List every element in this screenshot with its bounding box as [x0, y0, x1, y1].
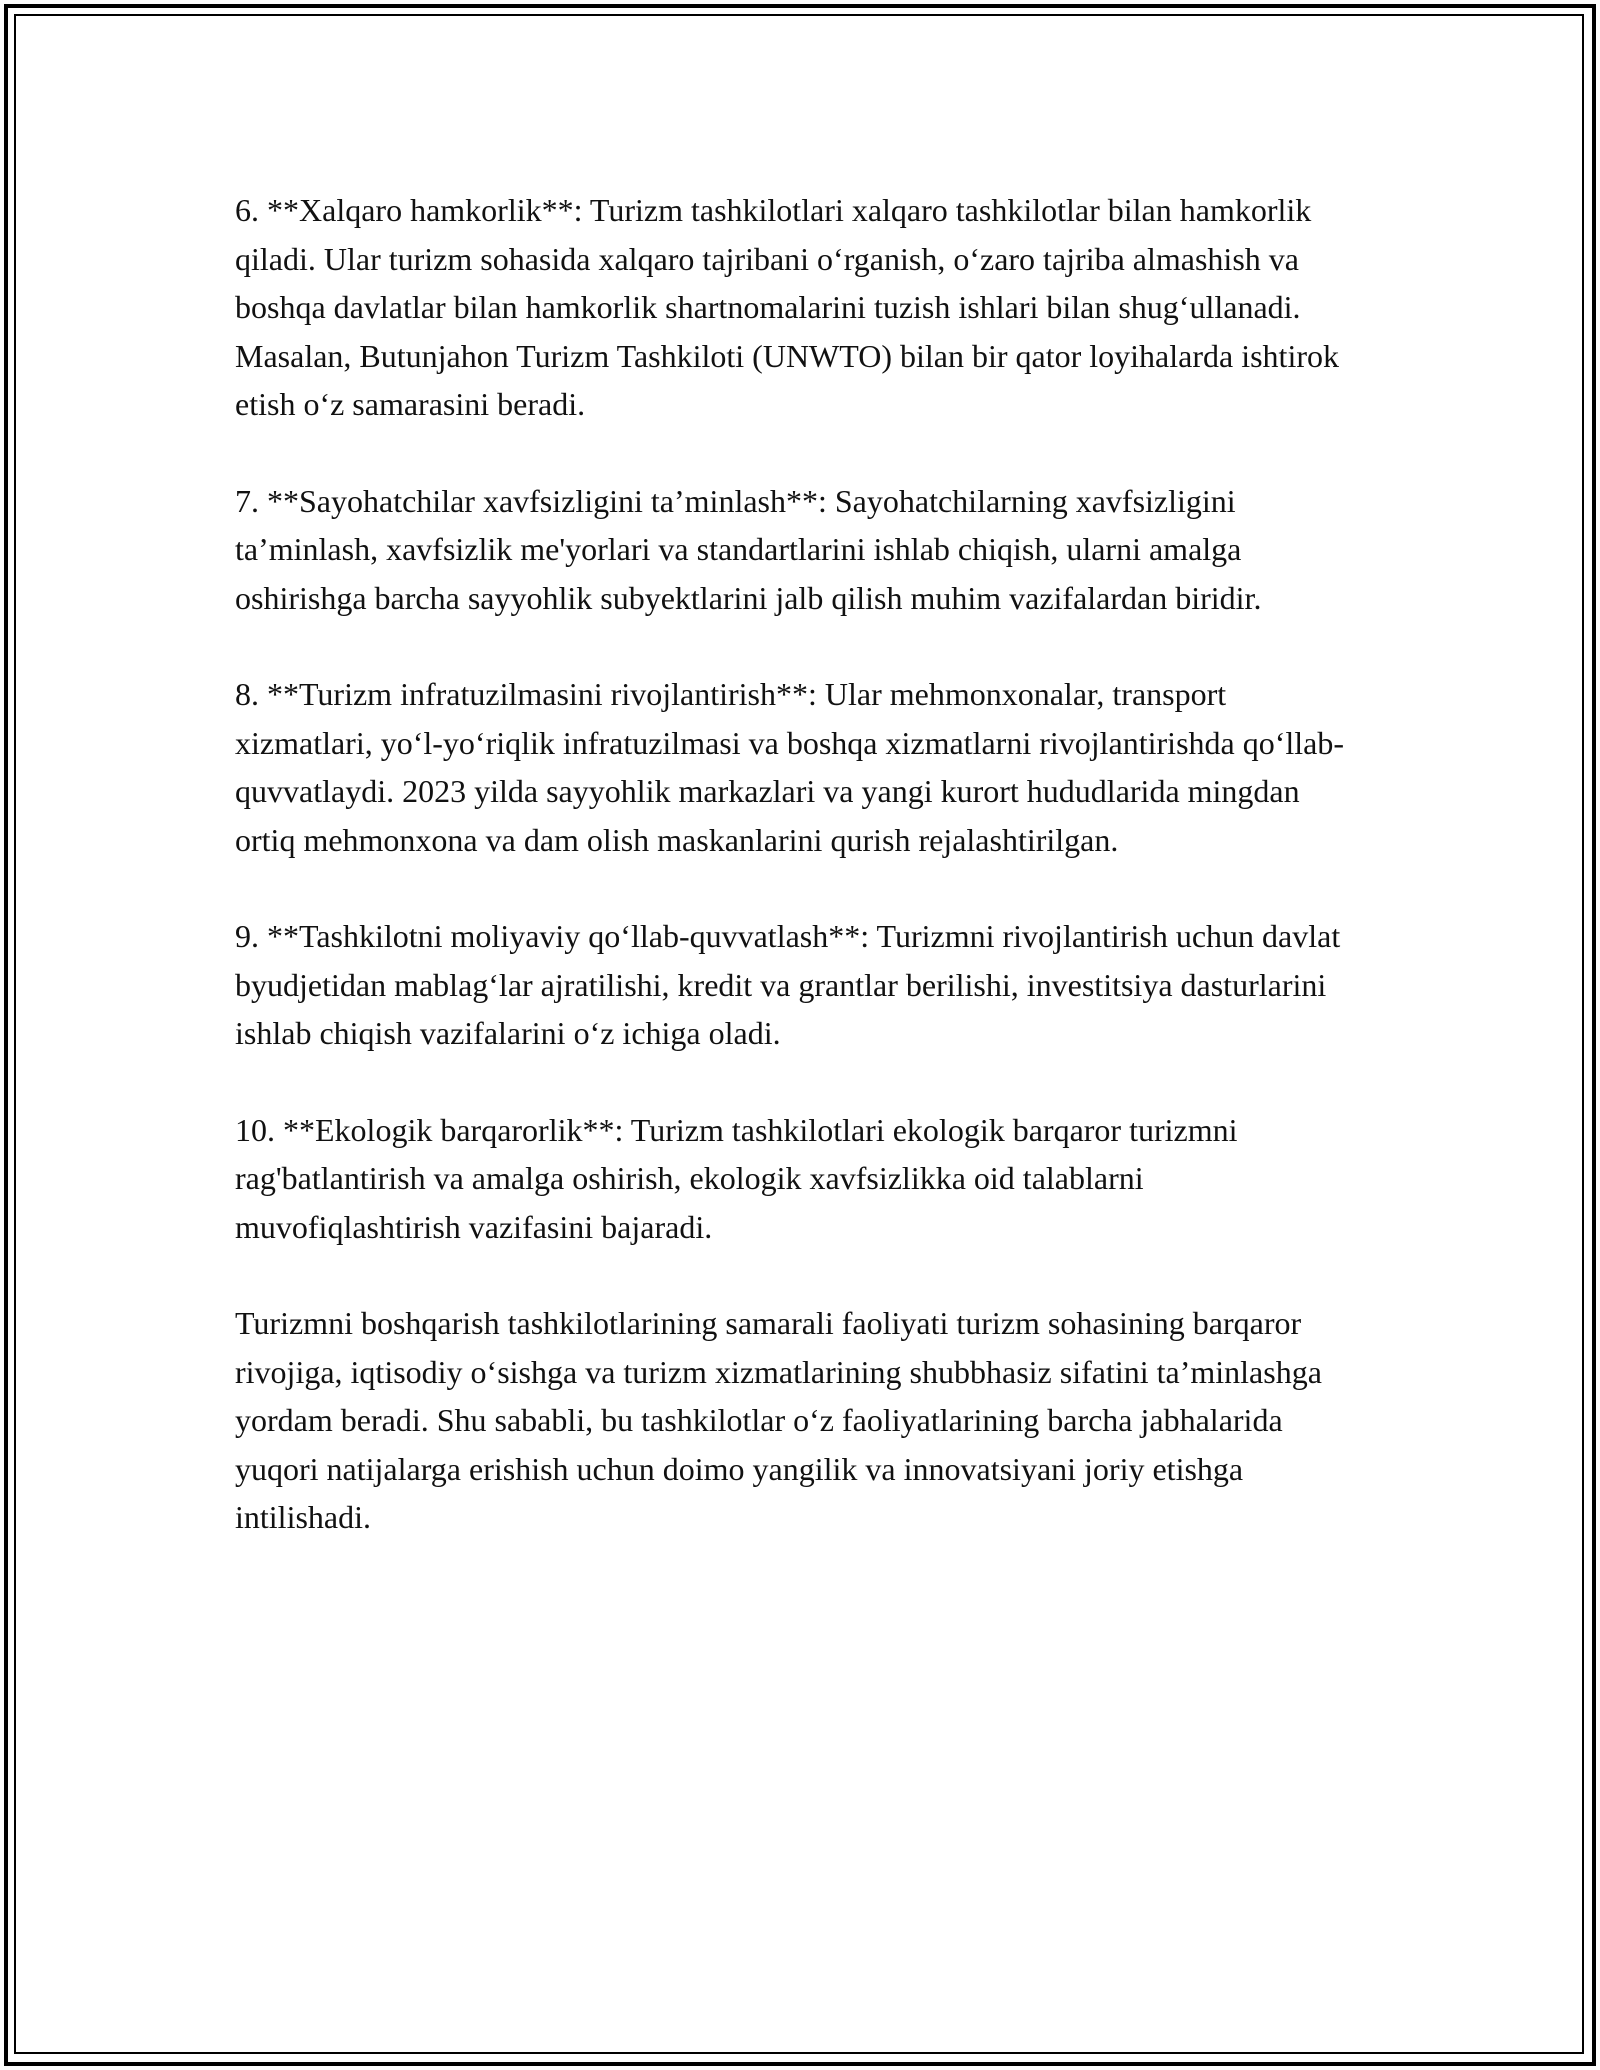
document-body — [235, 186, 1365, 1590]
paragraph-traveler-safety: 7. **Sayohatchilar xavfsizligini ta’minlash**: Sayohatchilarning xavfsizligini ta’minlash, xavfsizlik me'yorlari va standartlarini ishlab chiqish, ularni amalga oshirishga barcha sayyohlik subyektlarini jalb qilish muhim vazifalardan biridir. — [235, 482, 1262, 616]
paragraph-international-cooperation: 6. **Xalqaro hamkorlik**: Turizm tashkilotlari xalqaro tashkilotlar bilan hamkorlik qiladi. Ular turizm sohasida xalqaro tajribani o‘rganish, o‘zaro tajriba almashish va boshqa davlatlar bilan hamkorlik shartnomalarini tuzish ishlari bilan shug‘ullanadi. Masalan, Butunjahon Turizm Tashkiloti (UNWTO) bilan bir qator loyihalarda ishtirok etish o‘z samarasini beradi. — [235, 192, 1339, 422]
paragraph-ecological-sustainability: 10. **Ekologik barqarorlik**: Turizm tashkilotlari ekologik barqaror turizmni rag'batlantirish va amalga oshirish, ekologik xavfsizlikka oid talablarni muvofiqlashtirish vazifasini bajaradi. — [235, 1111, 1238, 1245]
paragraph-conclusion: Turizmni boshqarish tashkilotlarining samarali faoliyati turizm sohasining barqaror rivojiga, iqtisodiy o‘sishga va turizm xizmatlarining shubbhasiz sifatini ta’minlashga yordam beradi. Shu sababli, bu tashkilotlar o‘z faoliyatlarining barcha jabhalarida yuqori natijalarga erishish uchun doimo yangilik va innovatsiyani joriy etishga intilishadi. — [235, 1305, 1322, 1535]
paragraph-infrastructure-development: 8. **Turizm infratuzilmasini rivojlantirish**: Ular mehmonxonalar, transport xizmatlari, yo‘l-yo‘riqlik infratuzilmasi va boshqa xizmatlarni rivojlantirishda qo‘llab-quvvatlaydi. 2023 yilda sayyohlik markazlari va yangi kurort hududlarida mingdan ortiq mehmonxona va dam olish maskanlarini qurish rejalashtirilgan. — [235, 676, 1345, 858]
paragraph-financial-support: 9. **Tashkilotni moliyaviy qo‘llab-quvvatlash**: Turizmni rivojlantirish uchun davlat byudjetidan mablag‘lar ajratilishi, kredit va grantlar berilishi, investitsiya dasturlarini ishlab chiqish vazifalarini o‘z ichiga oladi. — [235, 918, 1341, 1051]
